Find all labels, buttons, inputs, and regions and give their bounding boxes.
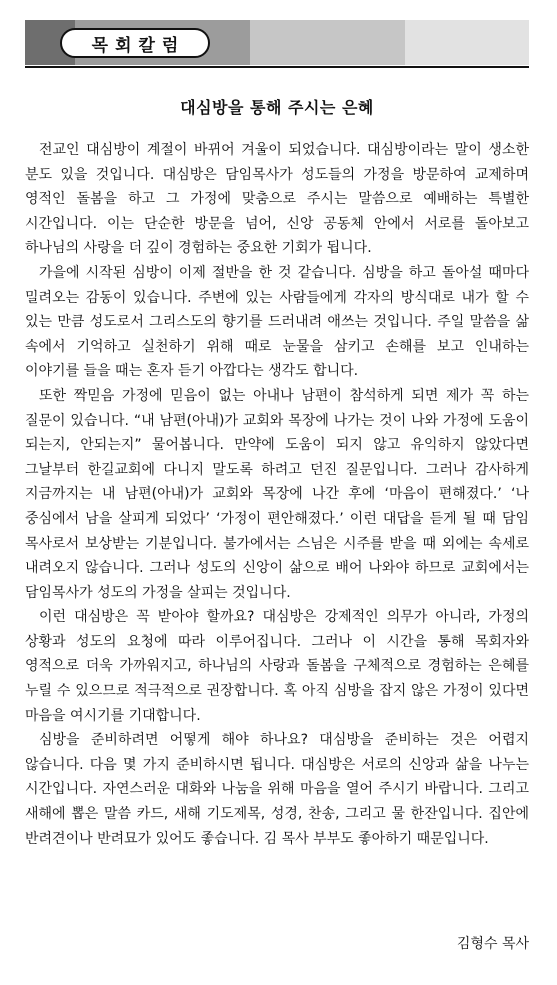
- author-signature: 김형수 목사: [456, 936, 529, 952]
- paragraph: 심방을 준비하려면 어떻게 해야 하나요? 대심방을 준비하는 것은 어렵지 않습니다. 다음 몇 가지 준비하시면 됩니다. 대심방은 서로의 신앙과 삶을 나누는 시간입니다. 자연스러운 대화와 나눔을 위해 마음을 열어 주시기 바랍니다. 그리고 새해에 뽑은 말씀 카드, 새해 기도제목, 성경, 찬송, 그리고 물 한잔입니다. 집안에 반려견이나 반려묘가 있어도 좋습니다. 김 목사 부부도 좋아하기 때문입니다.: [25, 732, 529, 847]
- header-segment-light: [250, 20, 405, 65]
- paragraph: 이런 대심방은 꼭 받아야 할까요? 대심방은 강제적인 의무가 아니라, 가정의 상황과 성도의 요청에 따라 이루어집니다. 그러나 이 시간을 통해 목회자와 영적으로 더욱 가까워지고, 하나님의 사랑과 돌봄을 구체적으로 경험하는 은혜를 누릴 수 있으므로 적극적으로 권장합니다. 혹 아직 심방을 잡지 않은 가정이 있다면 마음을 여시기를 기대합니다.: [25, 609, 529, 724]
- article-title: 대심방을 통해 주시는 은혜: [180, 98, 374, 117]
- article-body: [25, 138, 529, 851]
- header-segment-lightest: [405, 20, 529, 65]
- column-label: 목회칼럼: [60, 28, 210, 58]
- paragraph: 또한 짝믿음 가정에 믿음이 없는 아내나 남편이 참석하게 되면 제가 꼭 하는 질문이 있습니다. “내 남편(아내)가 교회와 목장에 나가는 것이 나와 가정에 도움이 되는지, 안되는지” 물어봅니다. 만약에 도움이 되지 않고 유익하지 않았다면 그날부터 한길교회에 다니지 말도록 하려고 던진 질문입니다. 그러나 감사하게 지금까지는 내 남편(아내)가 교회와 목장에 나간 후에 ‘마음이 편해졌다.’ ‘나 중심에서 남을 살피게 되었다’ ‘가정이 편안해졌다.’ 이런 대답을 듣게 될 때 담임 목사로서 보상받는 기분입니다. 불가에서는 스님은 시주를 받을 때 외에는 속세로 내려오지 않습니다. 그러나 성도의 신앙이 삶으로 배어 나와야 하므로 교회에서는 담임목사가 성도의 가정을 살피는 것입니다.: [25, 387, 529, 601]
- header-divider: [25, 66, 529, 68]
- paragraph: 전교인 대심방이 계절이 바뀌어 겨울이 되었습니다. 대심방이라는 말이 생소한 분도 있을 것입니다. 대심방은 담임목사가 성도들의 가정을 방문하여 교제하며 영적인 돌봄을 하고 그 가정에 맞춤으로 주시는 말씀으로 예배하는 특별한 시간입니다. 이는 단순한 방문을 넘어, 신앙 공동체 안에서 서로를 돌아보고 하나님의 사랑을 더 깊이 경험하는 중요한 기회가 됩니다.: [25, 142, 529, 257]
- paragraph: 가을에 시작된 심방이 이제 절반을 한 것 같습니다. 심방을 하고 돌아설 때마다 밀려오는 감동이 있습니다. 주변에 있는 사람들에게 각자의 방식대로 내가 할 수 있는 만큼 성도로서 그리스도의 향기를 드러내려 애쓰는 것입니다. 주일 말씀을 삶 속에서 기억하고 실천하기 위해 때로 눈물을 삼키고 손해를 보고 인내하는 이야기를 들을 때는 혼자 듣기 아깝다는 생각도 합니다.: [25, 264, 529, 380]
